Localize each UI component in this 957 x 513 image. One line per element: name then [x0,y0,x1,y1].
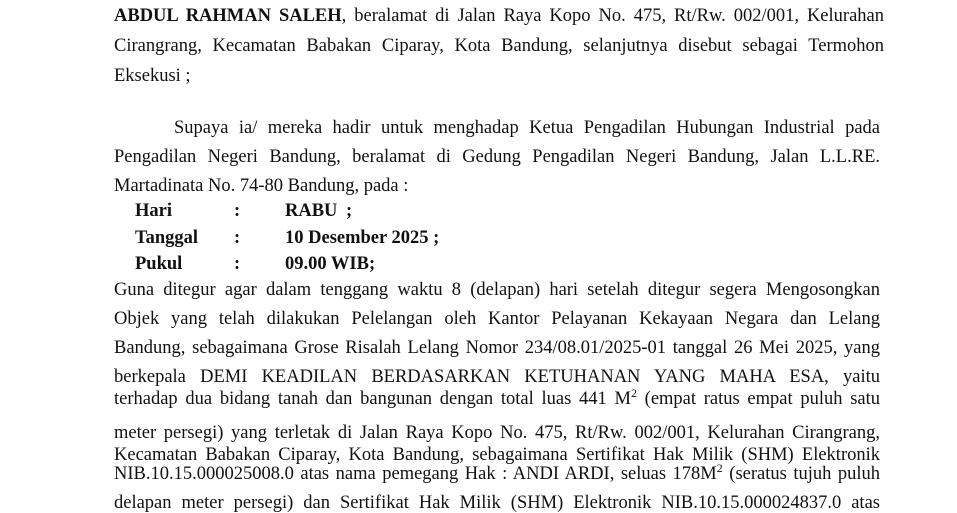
body-line-8 [114,459,880,489]
body-line-7: Kecamatan Babakan Ciparay, Kota Bandung, sebagaimana Sertifikat Hak Milik (SHM) Elektronik [114,445,880,465]
body-line-5-text-end: (empat ratus empat puluh satu [636,389,880,409]
body-line-8-text-end: (seratus tujuh puluh [722,464,881,484]
body-line-1: Guna ditegur agar dalam tenggang waktu 8 (delapan) hari setelah ditegur segera Mengosongkan [114,280,880,300]
body-line-5-text: terhadap dua bidang tanah dan bangunan dengan total luas 441 M [114,389,631,409]
schedule-colon: : [234,201,241,221]
schedule-value: 09.00 WIB; [285,254,376,274]
body-line-3: Bandung, sebagaimana Grose Risalah Lelang Nomor 234/08.01/2025-01 tanggal 26 Mei 2025, yang [114,338,880,358]
summons-line-2: Pengadilan Negeri Bandung, beralamat di Gedung Pengadilan Negeri Bandung, Jalan L.L.RE. [114,147,880,167]
schedule-colon: : [234,228,241,248]
superscript-2: 2 [716,461,723,475]
schedule-colon: : [234,254,241,274]
schedule-value: 10 Desember 2025 ; [285,228,440,248]
body-line-4: berkepala DEMI KEADILAN BERDASARKAN KETUHANAN YANG MAHA ESA, yaitu [114,367,880,387]
schedule-label: Tanggal [135,228,199,248]
body-line-8-text: NIB.10.15.000025008.0 atas nama pemegang Hak : ANDI ARDI, seluas 178M [114,464,717,484]
schedule-value: RABU ; [285,201,353,221]
party-address-line-1 [114,7,884,26]
body-line-9: delapan meter persegi) dan Sertifikat Hak Milik (SHM) Elektronik NIB.10.15.000024837.0 atas [114,493,880,513]
body-line-2: Objek yang telah dilakukan Pelelangan oleh Kantor Pelayanan Kekayaan Negara dan Lelang [114,309,880,329]
party-address-line-3: Eksekusi ; [114,66,191,86]
body-line-5 [114,384,880,414]
party-address-text: , beralamat di Jalan Raya Kopo No. 475, Rt/Rw. 002/001, Kelurahan [341,6,884,26]
party-address-line-2: Cirangrang, Kecamatan Babakan Ciparay, Kota Bandung, selanjutnya disebut sebagai Termohon [114,36,884,56]
body-line-6: meter persegi) yang terletak di Jalan Raya Kopo No. 475, Rt/Rw. 002/001, Kelurahan Cirangrang, [114,423,880,443]
schedule-label: Hari [135,201,172,221]
schedule-label: Pukul [135,254,183,274]
party-name: ABDUL RAHMAN SALEH [114,6,342,26]
summons-line-1: Supaya ia/ mereka hadir untuk menghadap Ketua Pengadilan Hubungan Industrial pada [174,118,880,138]
summons-line-3: Martadinata No. 74-80 Bandung, pada : [114,176,409,196]
superscript-2: 2 [630,386,637,400]
